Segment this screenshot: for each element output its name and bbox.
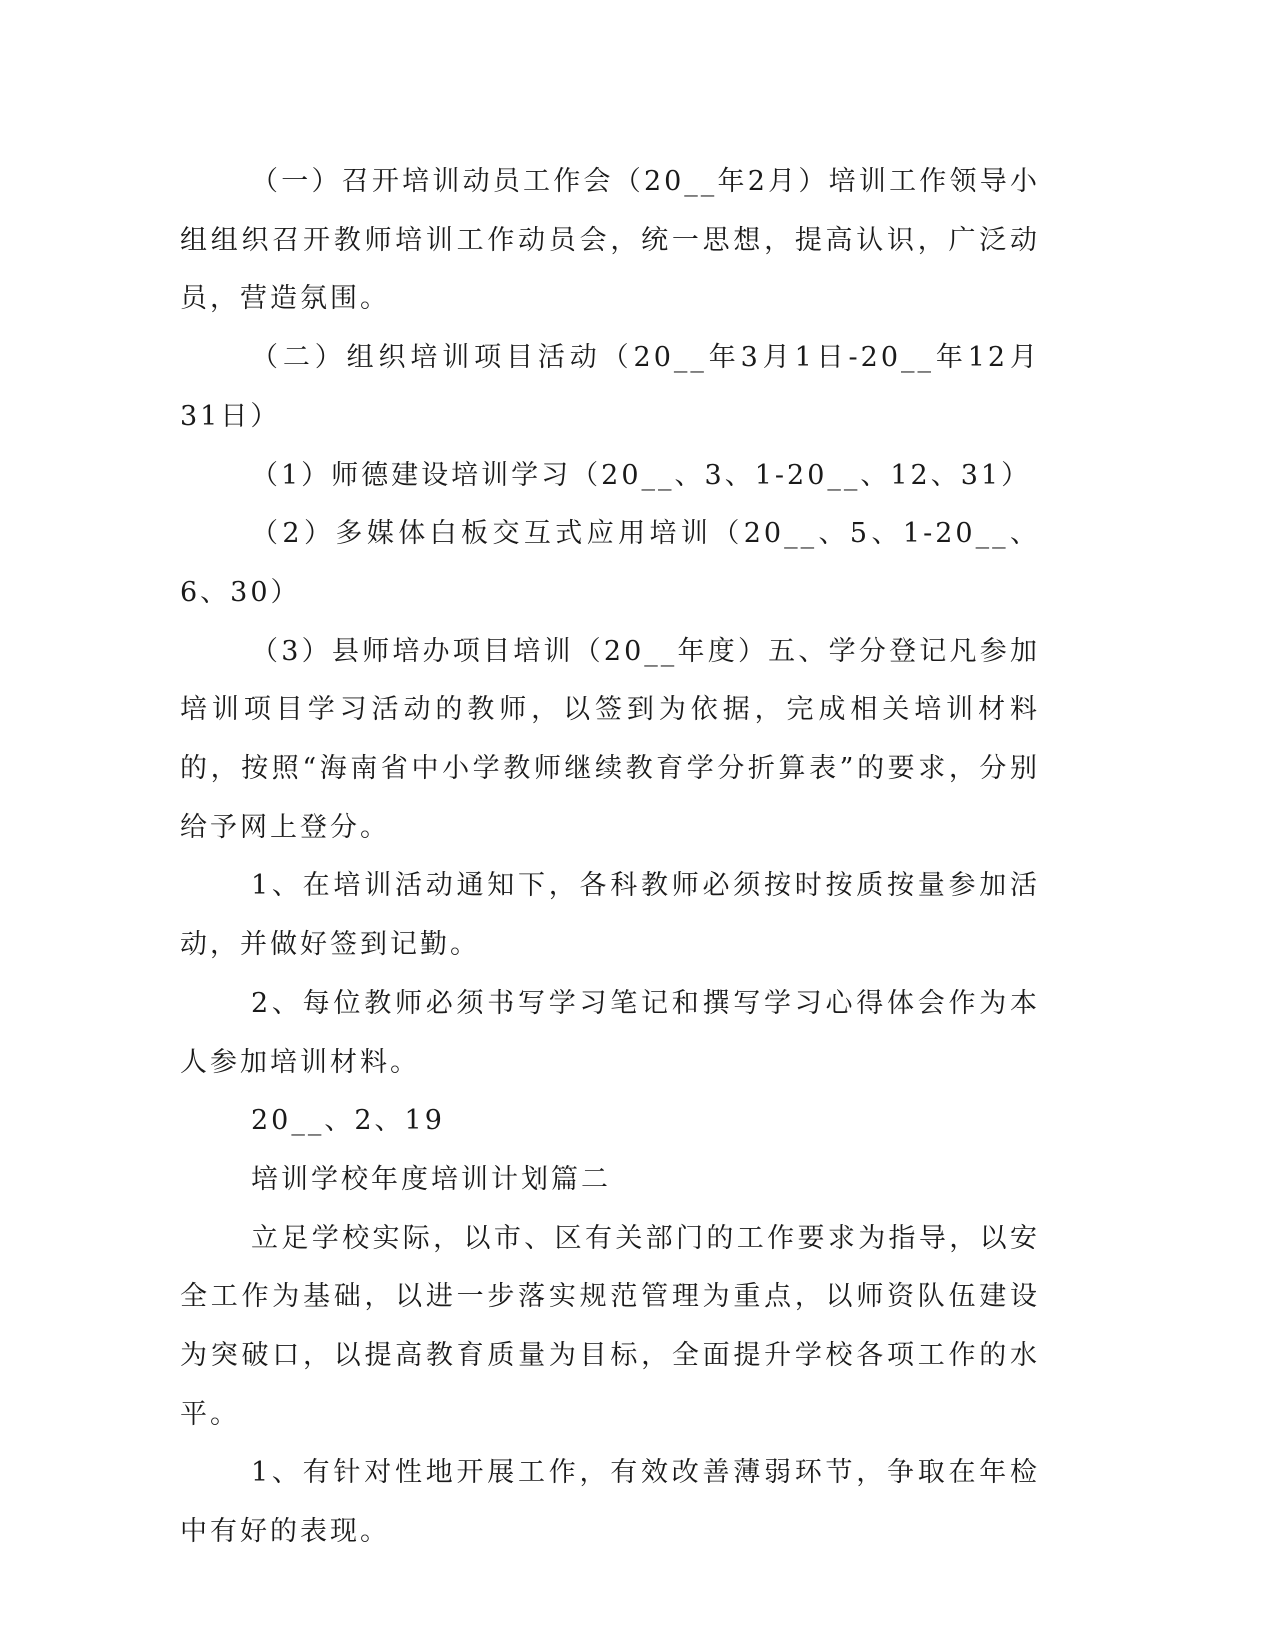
paragraph-meeting: （一）召开培训动员工作会（20__年2月）培训工作领导小组组织召开教师培训工作动员会，统一思想，提高认识，广泛动员，营造氛围。 — [180, 166, 1040, 315]
section-title: 培训学校年度培训计划篇二 — [251, 1163, 611, 1195]
paragraph-school-basis: 立足学校实际，以市、区有关部门的工作要求为指导，以安全工作为基础，以进一步落实规范管理为重点，以师资队伍建设为突破口，以提高教育质量为目标，全面提升学校各项工作的水平。 — [180, 1222, 1040, 1430]
paragraph-project-activities: （二）组织培训项目活动（20__年3月1日-20__年12月31日） — [180, 342, 1040, 432]
paragraph-county-training: （3）县师培办项目培训（20__年度）五、学分登记凡参加培训项目学习活动的教师，以签到为依据，完成相关培训材料的，按照“海南省中小学教师继续教育学分折算表”的要求，分别给予网上登分。 — [180, 635, 1040, 843]
paragraph-targeted-work: 1、有针对性地开展工作，有效改善薄弱环节，争取在年检中有好的表现。 — [180, 1457, 1040, 1548]
paragraph-whiteboard-training: （2）多媒体白板交互式应用培训（20__、5、1-20__、6、30） — [180, 518, 1040, 608]
document-date: 20__、2、19 — [251, 1105, 445, 1137]
paragraph-notes: 2、每位教师必须书写学习笔记和撰写学习心得体会作为本人参加培训材料。 — [180, 987, 1040, 1078]
document-body — [180, 153, 1040, 1562]
paragraph-attendance: 1、在培训活动通知下，各科教师必须按时按质按量参加活动，并做好签到记勤。 — [180, 870, 1040, 961]
paragraph-ethics-training: （1）师德建设培训学习（20__、3、1-20__、12、31） — [251, 459, 1032, 491]
